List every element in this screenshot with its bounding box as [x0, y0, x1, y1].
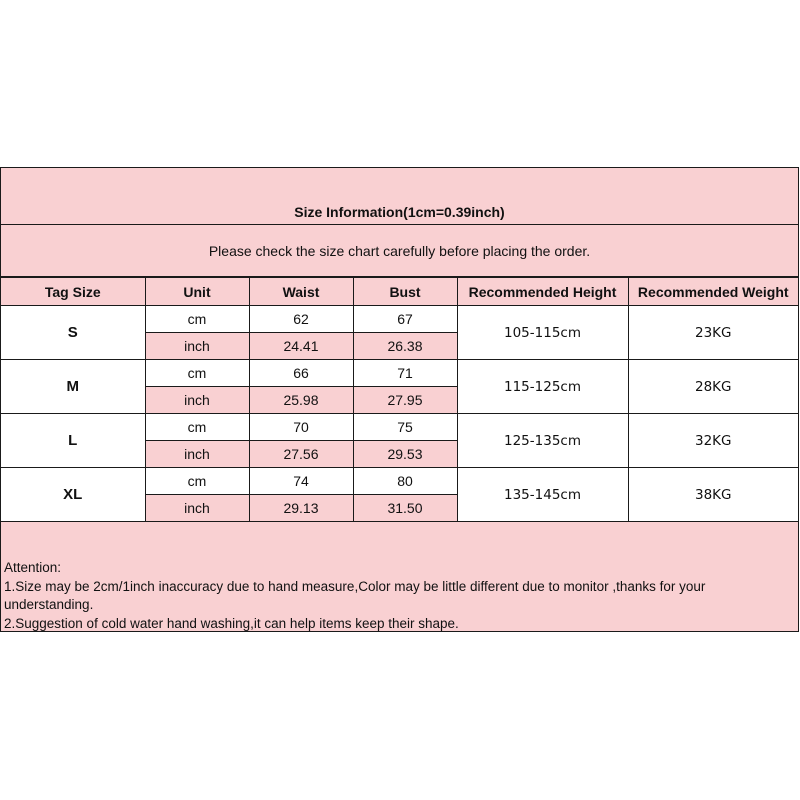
unit-cell: inch — [145, 387, 249, 414]
height-cell: 115-125cm — [457, 360, 628, 414]
unit-cell: inch — [145, 495, 249, 522]
waist-cell: 25.98 — [249, 387, 353, 414]
waist-cell: 24.41 — [249, 333, 353, 360]
waist-cell: 66 — [249, 360, 353, 387]
bust-cell: 26.38 — [353, 333, 457, 360]
header-bust: Bust — [353, 278, 457, 306]
bust-cell: 80 — [353, 468, 457, 495]
spacer-band — [1, 523, 798, 555]
weight-cell: 23KG — [628, 306, 798, 360]
header-recommended-weight: Recommended Weight — [628, 278, 798, 306]
unit-cell: cm — [145, 468, 249, 495]
size-chart-title: Size Information(1cm=0.39inch) — [1, 168, 798, 225]
attention-notes — [1, 555, 798, 631]
bust-cell: 29.53 — [353, 441, 457, 468]
table-row — [1, 468, 798, 495]
unit-cell: inch — [145, 333, 249, 360]
attention-note-2: 2.Suggestion of cold water hand washing,it can help items keep their shape. — [4, 615, 459, 631]
waist-cell: 70 — [249, 414, 353, 441]
waist-cell: 62 — [249, 306, 353, 333]
bust-cell: 31.50 — [353, 495, 457, 522]
size-label: L — [1, 414, 145, 468]
attention-heading: Attention: — [4, 560, 62, 575]
unit-cell: inch — [145, 441, 249, 468]
table-row — [1, 306, 798, 333]
size-label: S — [1, 306, 145, 360]
height-cell: 125-135cm — [457, 414, 628, 468]
header-waist: Waist — [249, 278, 353, 306]
bust-cell: 71 — [353, 360, 457, 387]
waist-cell: 29.13 — [249, 495, 353, 522]
bust-cell: 67 — [353, 306, 457, 333]
waist-cell: 27.56 — [249, 441, 353, 468]
header-recommended-height: Recommended Height — [457, 278, 628, 306]
table-header-row — [1, 278, 798, 306]
weight-cell: 28KG — [628, 360, 798, 414]
attention-note-1: 1.Size may be 2cm/1inch inaccuracy due to hand measure,Color may be little different due to monitor ,thanks for your understanding. — [4, 578, 706, 612]
height-cell: 135-145cm — [457, 468, 628, 522]
unit-cell: cm — [145, 414, 249, 441]
table-row — [1, 414, 798, 441]
order-notice: Please check the size chart carefully before placing the order. — [1, 225, 798, 277]
height-cell: 105-115cm — [457, 306, 628, 360]
waist-cell: 74 — [249, 468, 353, 495]
bust-cell: 75 — [353, 414, 457, 441]
bust-cell: 27.95 — [353, 387, 457, 414]
table-row — [1, 360, 798, 387]
weight-cell: 38KG — [628, 468, 798, 522]
size-label: XL — [1, 468, 145, 522]
size-chart-sheet — [0, 167, 799, 632]
header-unit: Unit — [145, 278, 249, 306]
unit-cell: cm — [145, 360, 249, 387]
unit-cell: cm — [145, 306, 249, 333]
size-label: M — [1, 360, 145, 414]
weight-cell: 32KG — [628, 414, 798, 468]
size-table — [1, 277, 798, 522]
header-tag-size: Tag Size — [1, 278, 145, 306]
